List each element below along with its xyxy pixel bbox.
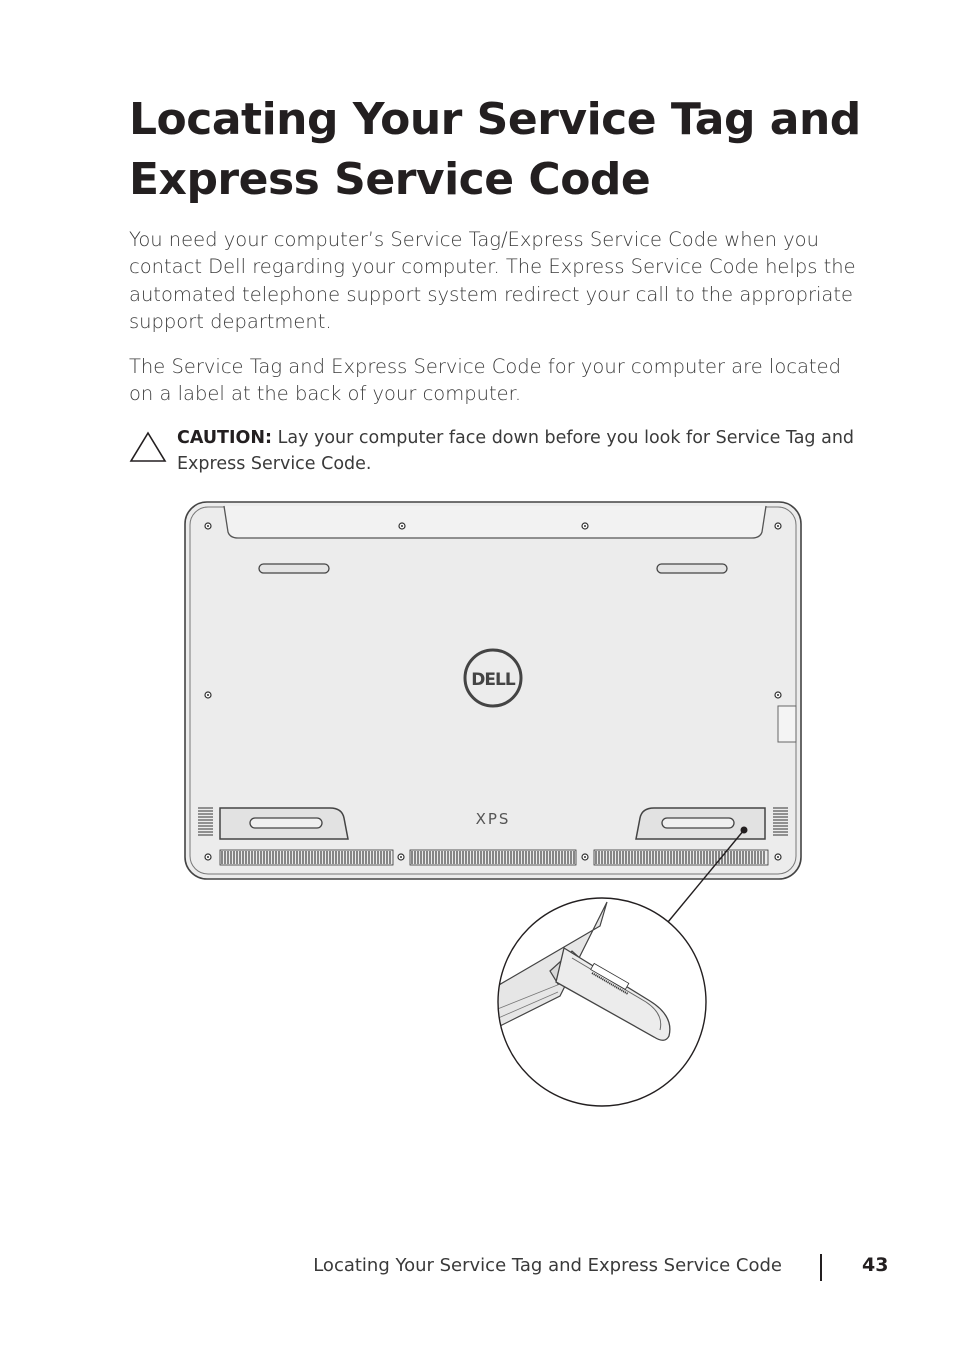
caution-triangle-icon xyxy=(129,431,167,463)
footer-section-title: Locating Your Service Tag and Express Service Code xyxy=(313,1255,782,1276)
computer-back-illustration xyxy=(180,496,820,1116)
footer-divider xyxy=(820,1254,822,1281)
intro-paragraph: You need your computer’s Service Tag/Express Service Code when you contact Dell regarding your computer. The Express Service Code helps the automated telephone support system redirect your call to the appropriate support department. xyxy=(129,228,856,333)
caution-text xyxy=(177,426,867,477)
page-number: 43 xyxy=(862,1254,889,1276)
caution-body: Lay your computer face down before you look for Service Tag and Express Service Code. xyxy=(177,428,855,474)
location-paragraph: The Service Tag and Express Service Code for your computer are located on a label at the back of your computer. xyxy=(129,355,841,406)
service-tag-detail-callout xyxy=(480,898,706,1106)
caution-label: CAUTION: xyxy=(177,428,273,448)
page-title: Locating Your Service Tag and Express Service Code xyxy=(129,94,861,205)
xps-model-text: XPS xyxy=(475,810,511,828)
dell-logo-text: DELL xyxy=(471,670,515,690)
